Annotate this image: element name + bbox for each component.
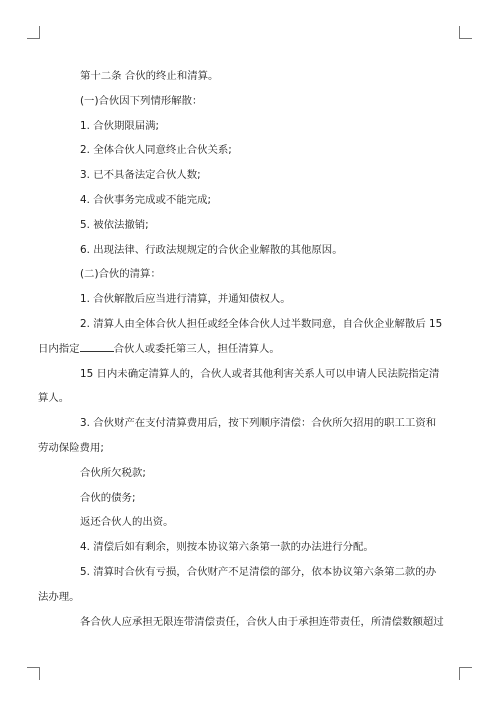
paragraph: 15 日内未确定清算人的，合伙人或者其他利害关系人可以申请人民法院指定清算人。: [38, 367, 440, 405]
list-item: 2. 全体合伙人同意终止合伙关系;: [80, 144, 232, 157]
document-body: [38, 64, 444, 634]
paragraph: 合伙的债务;: [80, 491, 136, 504]
paragraph-text: 2. 清算人由全体合伙人担任或经全体合伙人过半数同意，自合伙企业解散后 15 日内指定: [38, 317, 443, 355]
crop-mark-bottom-right: [459, 667, 472, 680]
section-heading: (一)合伙因下列情形解散：: [80, 94, 203, 107]
crop-mark-top-right: [459, 26, 472, 39]
list-item: 6. 出现法律、行政法规规定的合伙企业解散的其他原因。: [80, 243, 343, 256]
crop-mark-bottom-left: [27, 667, 40, 680]
paragraph: 返还合伙人的出资。: [80, 516, 174, 529]
list-item: 3. 已不具备法定合伙人数;: [80, 169, 201, 182]
list-item: 1. 合伙期限届满;: [80, 119, 160, 132]
list-item: [38, 312, 444, 362]
fill-in-blank[interactable]: [80, 340, 114, 352]
paragraph: 各合伙人应承担无限连带清偿责任，合伙人由于承担连带责任，所清偿数额超过: [80, 615, 444, 628]
list-item: 4. 清偿后如有剩余，则按本协议第六条第一款的办法进行分配。: [80, 541, 374, 554]
list-item: 1. 合伙解散后应当进行清算，并通知债权人。: [80, 293, 291, 306]
paragraph-text: 合伙人或委托第三人，担任清算人。: [113, 342, 280, 355]
list-item: 5. 被依法撤销;: [80, 218, 149, 231]
list-item: 3. 合伙财产在支付清算费用后，按下列顺序清偿：合伙所欠招用的职工工资和劳动保险费用;: [38, 417, 437, 454]
list-item: 5. 清算时合伙有亏损，合伙财产不足清偿的部分，依本协议第六条第二款的办法办理。: [38, 565, 437, 603]
list-item: 4. 合伙事务完成或不能完成;: [80, 193, 212, 206]
crop-mark-top-left: [27, 26, 40, 39]
paragraph: 合伙所欠税款;: [80, 466, 146, 479]
article-heading: 第十二条 合伙的终止和清算。: [80, 70, 219, 82]
section-heading: (二)合伙的清算：: [80, 268, 161, 281]
